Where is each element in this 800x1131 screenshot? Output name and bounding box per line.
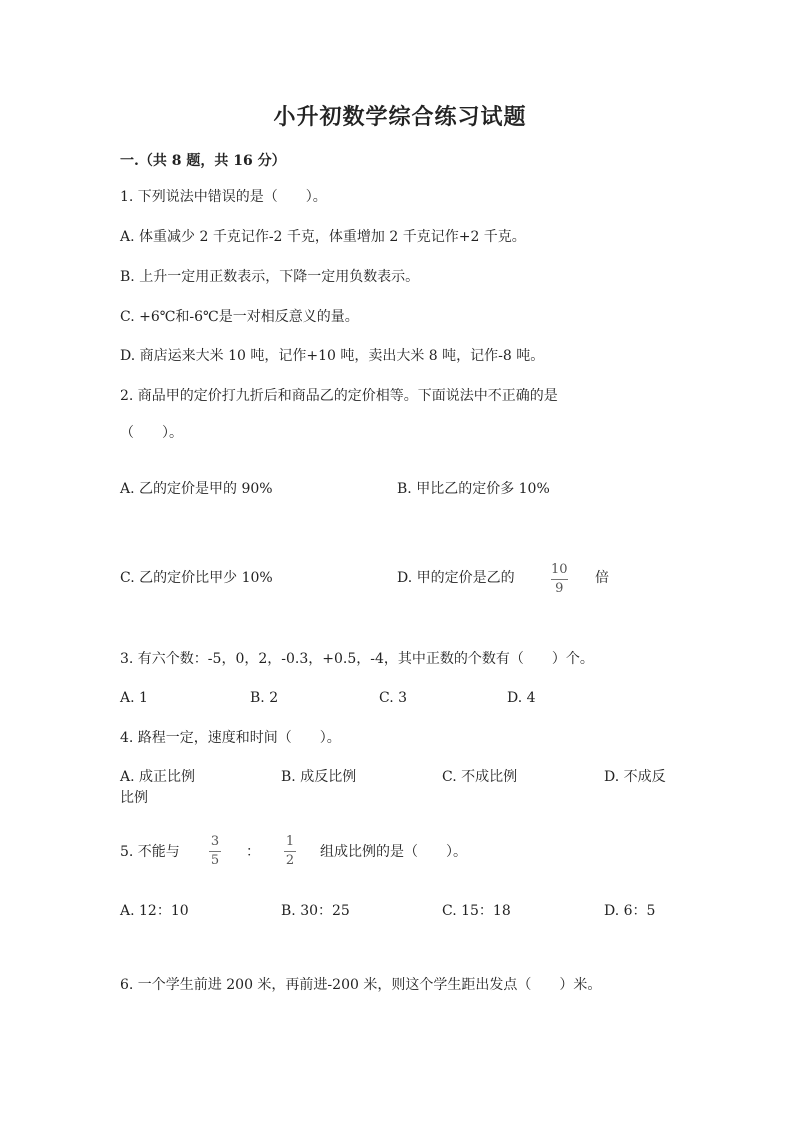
question-4-option-c: C. 不成比例	[442, 769, 518, 785]
question-1-stem: 1. 下列说法中错误的是（ ）。	[120, 189, 327, 205]
question-3-option-a: A. 1	[120, 690, 148, 706]
question-2-stem-cont: （ ）。	[120, 425, 183, 441]
fraction-denominator: 9	[555, 581, 564, 596]
question-3-option-c: C. 3	[379, 690, 408, 706]
question-4-option-a: A. 成正比例	[120, 769, 196, 785]
fraction-bar	[209, 851, 221, 852]
question-5-fraction-1	[209, 834, 221, 869]
question-4-option-d-wrap: 比例	[120, 790, 148, 806]
section-heading: 一.（共 8 题，共 16 分）	[120, 153, 286, 169]
fraction-bar	[284, 851, 296, 852]
question-3-option-d: D. 4	[507, 690, 536, 706]
question-5-fraction-2	[284, 834, 296, 869]
question-2-stem: 2. 商品甲的定价打九折后和商品乙的定价相等。下面说法中不正确的是	[120, 388, 558, 404]
question-4-stem: 4. 路程一定，速度和时间（ ）。	[120, 730, 341, 746]
question-2-option-d: D. 甲的定价是乙的	[397, 570, 515, 586]
ratio-colon: ：	[246, 844, 260, 860]
fraction-numerator: 10	[551, 562, 568, 577]
question-2-option-d-suffix: 倍	[595, 570, 609, 586]
question-5-option-c: C. 15：18	[442, 903, 511, 919]
question-3-stem: 3. 有六个数：-5，0，2，-0.3，+0.5，-4，其中正数的个数有（ ）个。	[120, 651, 594, 667]
fraction-bar	[551, 579, 568, 580]
question-2-fraction	[551, 562, 568, 597]
page-title: 小升初数学综合练习试题	[273, 104, 527, 130]
question-5-option-d: D. 6：5	[604, 903, 656, 919]
question-1-option-b: B. 上升一定用正数表示，下降一定用负数表示。	[120, 269, 420, 285]
fraction-denominator: 5	[210, 853, 220, 868]
question-6-stem: 6. 一个学生前进 200 米，再前进-200 米，则这个学生距出发点（ ）米。	[120, 977, 602, 993]
fraction-numerator: 3	[210, 834, 220, 849]
question-2-option-b: B. 甲比乙的定价多 10%	[397, 481, 550, 497]
question-5-option-b: B. 30：25	[281, 903, 350, 919]
question-3-option-b: B. 2	[250, 690, 279, 706]
question-5-stem-suffix: 组成比例的是（ ）。	[320, 844, 467, 860]
question-4-option-d: D. 不成反	[604, 769, 666, 785]
question-1-option-d: D. 商店运来大米 10 吨，记作+10 吨，卖出大米 8 吨，记作-8 吨。	[120, 348, 545, 364]
question-2-option-c: C. 乙的定价比甲少 10%	[120, 570, 273, 586]
fraction-denominator: 2	[285, 853, 295, 868]
question-2-option-a: A. 乙的定价是甲的 90%	[120, 481, 273, 497]
question-1-option-c: C. +6℃和-6℃是一对相反意义的量。	[120, 309, 359, 325]
question-5-stem: 5. 不能与	[120, 844, 180, 860]
question-4-option-b: B. 成反比例	[281, 769, 357, 785]
question-5-option-a: A. 12：10	[120, 903, 189, 919]
fraction-numerator: 1	[285, 834, 295, 849]
question-1-option-a: A. 体重减少 2 千克记作-2 千克，体重增加 2 千克记作+2 千克。	[120, 229, 526, 245]
